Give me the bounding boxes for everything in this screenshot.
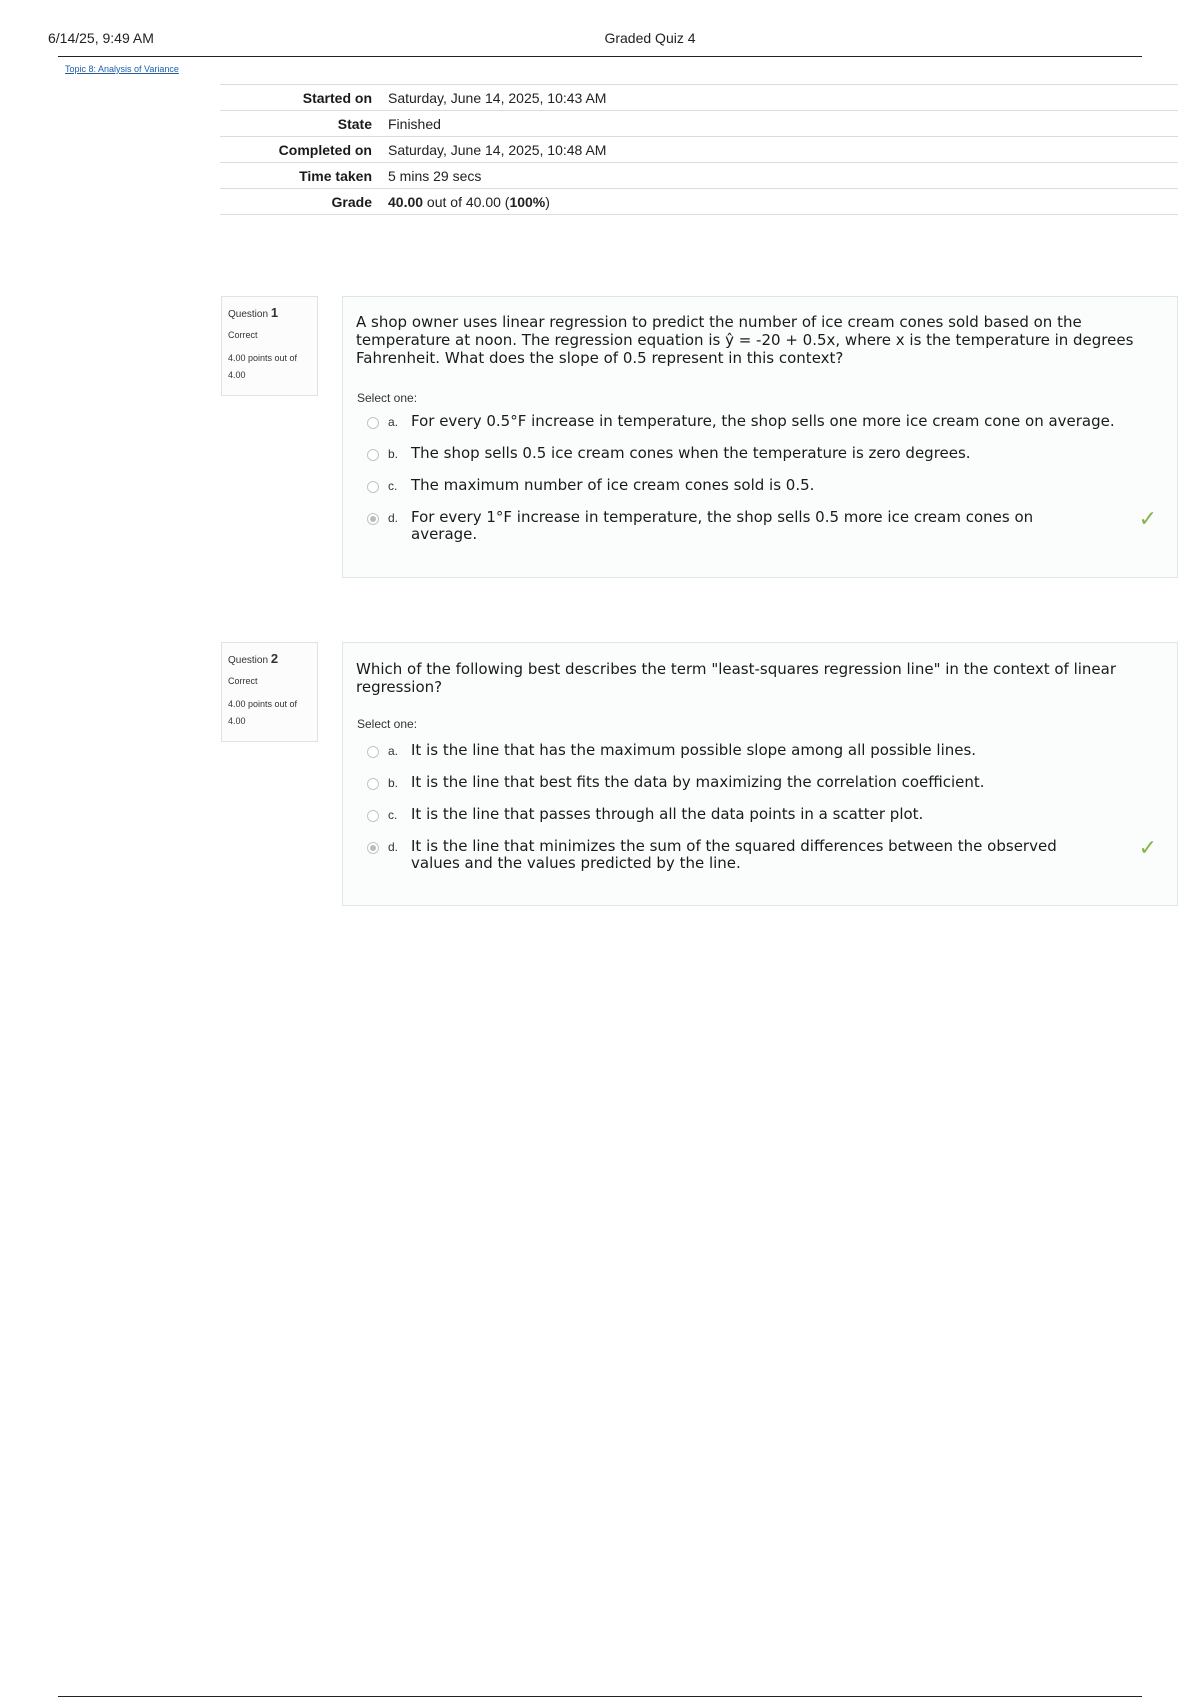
correct-check-icon: ✓: [1138, 836, 1157, 861]
print-title: Graded Quiz 4: [604, 30, 696, 46]
breadcrumb-link[interactable]: Topic 8: Analysis of Variance: [65, 64, 179, 74]
question-info-2: [221, 642, 318, 742]
question-content-1: [342, 296, 1178, 578]
option-letter: a.: [388, 415, 399, 429]
quiz-summary-table: [220, 84, 1178, 215]
question-label: Question: [228, 655, 269, 666]
footer-divider: [58, 1696, 1142, 1697]
question-grade: 4.00 points out of 4.00: [228, 353, 298, 380]
answer-option-a[interactable]: [367, 413, 1167, 443]
summary-value: Saturday, June 14, 2025, 10:48 AM: [388, 137, 1178, 163]
radio-button[interactable]: [367, 746, 379, 758]
grade-value: [388, 189, 1178, 215]
grade-out-of: out of 40.00 (: [423, 193, 510, 210]
question-number-value: 2: [270, 651, 279, 666]
option-text: It is the line that minimizes the sum of the squared differences between the observed values and the values predicted by the line.: [411, 837, 1057, 872]
option-letter: d.: [388, 840, 399, 854]
option-letter: d.: [388, 511, 399, 525]
answer-option-b[interactable]: [367, 774, 1167, 804]
grade-score: 40.00: [388, 193, 424, 210]
option-text: For every 1°F increase in temperature, the shop sells 0.5 more ice cream cones on average.: [411, 508, 1034, 543]
question-number: [228, 651, 311, 666]
radio-button[interactable]: [367, 778, 379, 790]
header-divider: [58, 56, 1142, 57]
question-content-2: [342, 642, 1178, 906]
summary-value: Finished: [388, 111, 1178, 137]
answer-option-a[interactable]: [367, 742, 1167, 772]
question-number-value: 1: [270, 305, 279, 320]
select-prompt: Select one:: [357, 391, 418, 405]
question-text: Which of the following best describes the term "least-squares regression line" in the context of linear regression?: [356, 660, 1117, 696]
radio-button[interactable]: [367, 449, 379, 461]
option-letter: b.: [388, 776, 399, 790]
answer-option-c[interactable]: [367, 806, 1167, 836]
summary-label: Grade: [220, 189, 388, 215]
answer-option-d[interactable]: [367, 509, 1167, 549]
summary-value: 5 mins 29 secs: [388, 163, 1178, 189]
answer-option-c[interactable]: [367, 477, 1167, 507]
option-text: The shop sells 0.5 ice cream cones when the temperature is zero degrees.: [411, 444, 971, 462]
summary-label: State: [220, 111, 388, 137]
option-letter: b.: [388, 447, 399, 461]
summary-row-time-taken: [220, 163, 1178, 189]
grade-percent: 100%: [509, 193, 546, 210]
question-info-1: [221, 296, 318, 396]
answer-option-b[interactable]: [367, 445, 1167, 475]
summary-label: Started on: [220, 85, 388, 111]
question-grade: 4.00 points out of 4.00: [228, 699, 298, 726]
option-text: It is the line that best fits the data by maximizing the correlation coefficient.: [411, 773, 985, 791]
correct-check-icon: ✓: [1138, 507, 1157, 532]
summary-label: Completed on: [220, 137, 388, 163]
option-text: It is the line that passes through all the data points in a scatter plot.: [411, 805, 924, 823]
question-label: Question: [228, 309, 269, 320]
option-letter: c.: [388, 479, 398, 493]
option-text: The maximum number of ice cream cones sold is 0.5.: [411, 476, 815, 494]
radio-button-selected[interactable]: [367, 842, 379, 854]
summary-row-grade: [220, 189, 1178, 215]
print-date: 6/14/25, 9:49 AM: [48, 30, 154, 46]
question-state: Correct: [228, 330, 258, 340]
question-number: [228, 305, 311, 320]
summary-row-completed: [220, 137, 1178, 163]
radio-button[interactable]: [367, 810, 379, 822]
summary-value: Saturday, June 14, 2025, 10:43 AM: [388, 85, 1178, 111]
summary-row-state: [220, 111, 1178, 137]
option-text: It is the line that has the maximum possible slope among all possible lines.: [411, 741, 977, 759]
question-state: Correct: [228, 676, 258, 686]
question-text: A shop owner uses linear regression to predict the number of ice cream cones sold based on the temperature at noon. The regression equation is ŷ = -20 + 0.5x, where x is the temperature in degrees Fahrenheit. What does the slope of 0.5 represent in this context?: [356, 313, 1134, 367]
answer-option-d[interactable]: [367, 838, 1167, 878]
print-header: [0, 0, 1200, 60]
select-prompt: Select one:: [357, 717, 418, 731]
summary-label: Time taken: [220, 163, 388, 189]
radio-button-selected[interactable]: [367, 513, 379, 525]
summary-row-started: [220, 85, 1178, 111]
option-letter: a.: [388, 744, 399, 758]
option-text: For every 0.5°F increase in temperature, the shop sells one more ice cream cone on average.: [411, 412, 1115, 430]
radio-button[interactable]: [367, 481, 379, 493]
radio-button[interactable]: [367, 417, 379, 429]
grade-close: ): [545, 193, 550, 210]
option-letter: c.: [388, 808, 398, 822]
